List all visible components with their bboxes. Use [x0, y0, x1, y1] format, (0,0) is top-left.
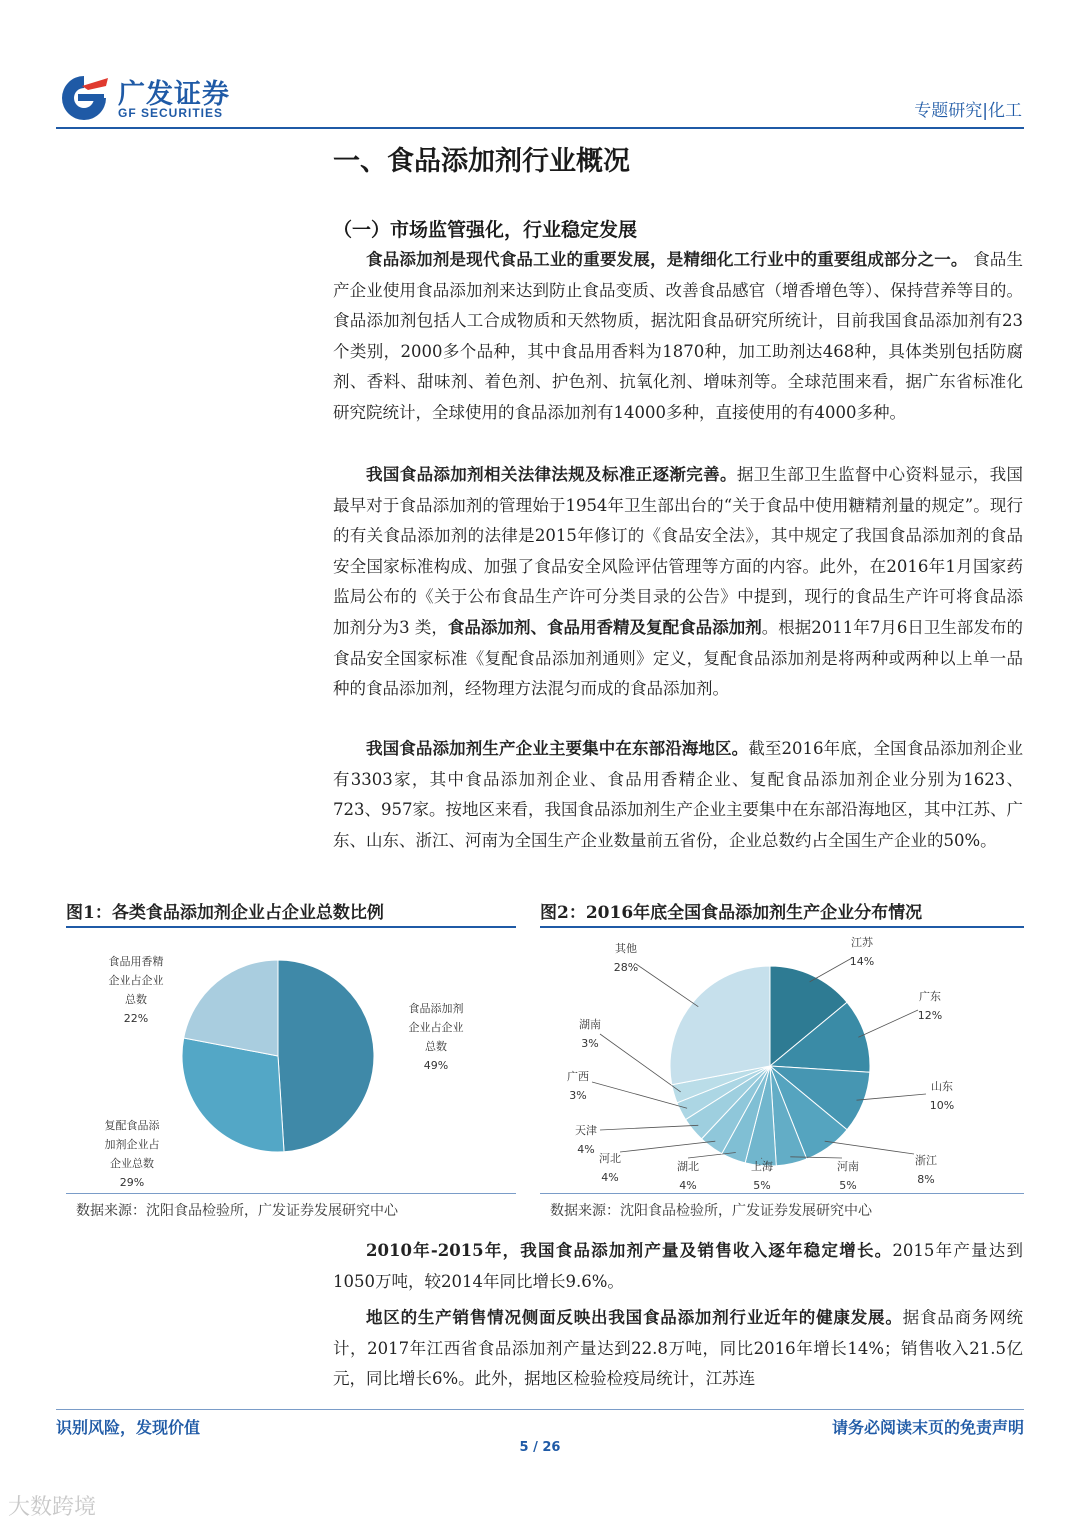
paragraph-5: [333, 1303, 1023, 1395]
chart2-label-2-0: 山东: [931, 1080, 953, 1093]
chart2-pct-9: 3%: [569, 1089, 587, 1102]
chart2-leader-10: [600, 1034, 681, 1092]
figure-1: [66, 898, 516, 1228]
chart2-label-8-0: 天津: [575, 1124, 597, 1137]
footer-slogan: 识别风险，发现价值: [56, 1418, 201, 1437]
chart2-pct-5: 5%: [753, 1179, 771, 1192]
footer-divider: [56, 1409, 1024, 1410]
header-divider: [56, 127, 1024, 129]
paragraph-3-lead: 我国食品添加剂生产企业主要集中在东部沿海地区。: [366, 739, 749, 758]
paragraph-5-body: 据食品商务网统计，2017年江西省食品添加剂产量达到22.8万吨，同比2016年增长14%；销售收入21.5亿元，同比增长6%。此外，据地区检验检疫局统计，江苏连: [333, 1308, 1024, 1389]
figure-1-bottom-rule: [66, 1193, 516, 1194]
paragraph-5-lead: 地区的生产销售情况侧面反映出我国食品添加剂行业近年的健康发展。: [366, 1308, 903, 1327]
chart1-label-2-2: 总数: [125, 993, 147, 1006]
paragraph-1-body: 食品生产企业使用食品添加剂来达到防止食品变质、改善食品感官（增香增色等）、保持营养等目的。食品添加剂包括人工合成物质和天然物质，据沈阳食品研究所统计，目前我国食品添加剂有23个类别，2000多个品种，其中食品用香料为1870种，加工助剂达468种，具体类别包括防腐剂、香料、甜味剂、着色剂、护色剂、抗氧化剂、增味剂等。全球范围来看，据广东省标准化研究院统计，全球使用的食品添加剂有14000多种，直接使用的有4000多种。: [333, 250, 1024, 422]
chart2-leader-5: [761, 1158, 762, 1159]
paragraph-3-body: 截至2016年底，全国食品添加剂企业有3303家，其中食品添加剂企业、食品用香精企业、复配食品添加剂企业分别为1623、723、957家。按地区来看，我国食品添加剂生产企业主要集中在东部沿海地区，其中江苏、广东、山东、浙江、河南为全国生产企业数量前五省份，企业总数约占全国生产企业的50%。: [333, 739, 1024, 850]
chart2-leader-2: [857, 1094, 927, 1100]
chart2-pct-3: 8%: [917, 1173, 935, 1186]
paragraph-4: [333, 1236, 1023, 1297]
figure-2-title: 图2：2016年底全国食品添加剂生产企业分布情况: [540, 903, 923, 923]
chart2-label-0-0: 江苏: [851, 936, 873, 949]
logo-cn: 广发证券: [118, 79, 230, 110]
chart2-pct-8: 4%: [577, 1143, 595, 1156]
chart2-pct-6: 4%: [679, 1179, 697, 1192]
chart2-label-9-0: 广西: [567, 1070, 589, 1083]
paragraph-3: [333, 734, 1023, 856]
chart1-label-2-0: 食品用香精: [108, 955, 164, 968]
paragraph-2: [333, 460, 1023, 705]
chart2-label-6-0: 湖北: [677, 1160, 699, 1173]
paragraph-2-lead: 我国食品添加剂相关法律法规及标准正逐渐完善。: [366, 465, 737, 484]
chart2-label-1-0: 广东: [919, 990, 941, 1003]
chart1-label-0-0: 食品添加剂: [408, 1002, 464, 1015]
chart2-label-4-0: 河南: [837, 1160, 859, 1173]
chart2-leader-1: [858, 1010, 918, 1037]
chart2-label-3-0: 浙江: [915, 1154, 937, 1167]
chart1-label-0-1: 企业占企业: [408, 1021, 464, 1034]
chart1-label-1-2: 企业总数: [110, 1157, 154, 1170]
chart2-pct-10: 3%: [581, 1037, 599, 1050]
chart2-pct-11: 28%: [613, 961, 639, 974]
paragraph-1-lead: 食品添加剂是现代食品工业的重要发展，是精细化工行业中的重要组成部分之一。: [366, 250, 968, 269]
report-category: 专题研究|化工: [914, 101, 1022, 121]
chart2-pct-0: 14%: [849, 955, 875, 968]
figure-2-top-rule: [540, 926, 1024, 928]
company-logo: [56, 70, 296, 126]
page-number: 5 / 26: [519, 1440, 561, 1455]
page-header: [56, 70, 1024, 126]
figure-1-top-rule: [66, 926, 516, 928]
figure-2-bottom-rule: [540, 1193, 1024, 1194]
gf-logo-icon: [56, 72, 112, 122]
paragraph-4-body: 2015年产量达到1050万吨，较2014年同比增长9.6%。: [333, 1241, 1023, 1291]
chart2-leader-7: [620, 1141, 715, 1152]
chart2-pct-2: 10%: [929, 1099, 955, 1112]
figure-2-source: 数据来源：沈阳食品检验所，广发证券发展研究中心: [550, 1203, 872, 1219]
watermark: 大数跨境: [8, 1495, 97, 1520]
chart1-label-1-0: 复配食品添: [104, 1119, 160, 1132]
chart2-label-7-0: 河北: [599, 1152, 621, 1165]
chart2-label-10-0: 湖南: [579, 1018, 601, 1031]
chart2-pct-4: 5%: [839, 1179, 857, 1192]
chart2-label-11-0: 其他: [615, 942, 637, 955]
chart2-pct-1: 12%: [917, 1009, 943, 1022]
chart2-leader-11: [636, 964, 698, 1007]
chart1-pct-0: 49%: [423, 1059, 449, 1072]
logo-en: GF SECURITIES: [118, 106, 224, 120]
chart1-label-2-1: 企业占企业: [108, 974, 164, 987]
figure-2: [540, 898, 1024, 1228]
figure-1-pie-chart: [66, 930, 516, 1192]
chart1-pct-2: 22%: [123, 1012, 149, 1025]
figure-1-source: 数据来源：沈阳食品检验所，广发证券发展研究中心: [76, 1203, 398, 1219]
chart1-slice-0: [278, 960, 374, 1152]
section-title: 一、食品添加剂行业概况: [333, 146, 630, 177]
chart1-slice-1: [182, 1038, 284, 1152]
subsection-title: （一）市场监管强化，行业稳定发展: [333, 219, 638, 241]
chart2-slice-11: [670, 966, 770, 1085]
chart1-pct-1: 29%: [119, 1176, 145, 1189]
chart1-label-1-1: 加剂企业占: [104, 1138, 160, 1151]
chart2-leader-0: [810, 958, 852, 982]
chart2-leader-3: [825, 1141, 914, 1154]
paragraph-1: [333, 245, 1023, 429]
paragraph-2-body-2: 。根据2011年7月6日卫生部发布的食品安全国家标准《复配食品添加剂通则》定义，复配食品添加剂是将两种或两种以上单一品种的食品添加剂，经物理方法混匀而成的食品添加剂。: [333, 617, 1023, 699]
chart1-label-0-2: 总数: [425, 1040, 447, 1053]
chart2-pct-7: 4%: [601, 1171, 619, 1184]
figure-2-pie-chart: [540, 930, 1024, 1192]
chart2-leader-8: [600, 1125, 698, 1130]
paragraph-2-bold: 食品添加剂、食品用香精及复配食品添加剂: [447, 617, 762, 637]
paragraph-2-body: 据卫生部卫生监督中心资料显示，我国最早对于食品添加剂的管理始于1954年卫生部出台的“关于食品中使用糖精剂量的规定”。现行的有关食品添加剂的法律是2015年修订的《食品安全法》，其中规定了我国食品添加剂的食品安全国家标准构成、加强了食品安全风险评估管理等方面的内容。此外，在2016年1月国家药监局公布的《关于公布食品生产许可分类目录的公告》中提到，现行的食品生产许可将食品添加剂分为3 类，: [333, 465, 1024, 637]
figure-1-title: 图1：各类食品添加剂企业占企业总数比例: [66, 903, 384, 923]
paragraph-4-lead: 2010年-2015年，我国食品添加剂产量及销售收入逐年稳定增长。: [366, 1241, 893, 1260]
footer-disclaimer-link[interactable]: 请务必阅读末页的免责声明: [831, 1418, 1024, 1437]
chart2-label-5-0: 上海: [751, 1160, 773, 1173]
